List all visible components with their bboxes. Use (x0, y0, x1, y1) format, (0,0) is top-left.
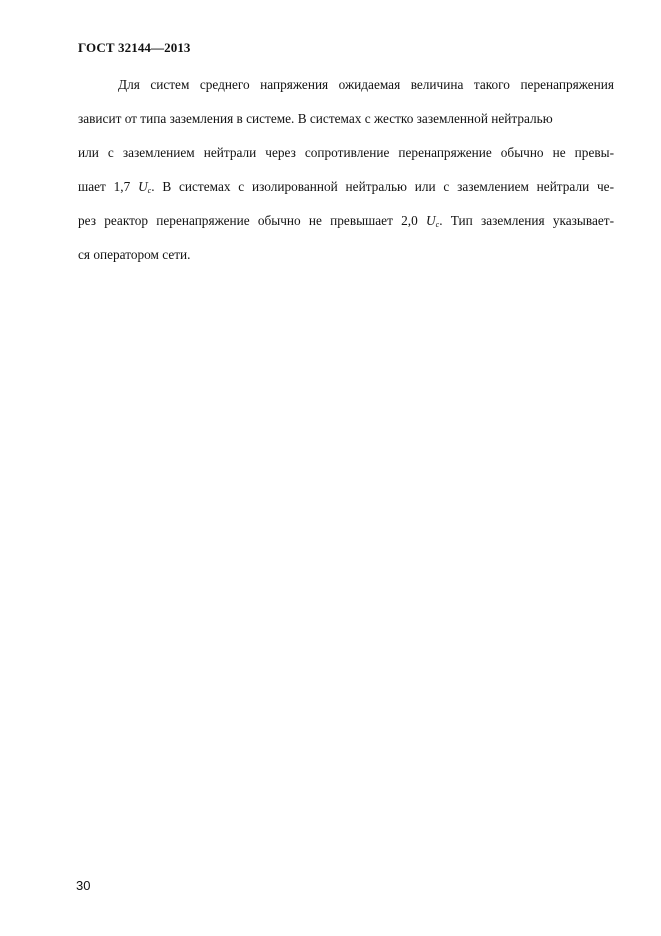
body-paragraph (78, 68, 614, 272)
voltage-symbol-subscript-2: c (435, 220, 440, 229)
line-4-text-after: . В системах с изолированной нейтралью или с заземлением нейтрали че- (151, 179, 615, 194)
voltage-symbol-main: U (138, 179, 148, 194)
line-5-text-after: . Тип заземления указывает- (439, 213, 615, 228)
voltage-symbol-subscript: c (147, 186, 152, 195)
paragraph-line-6: ся оператором сети. (78, 247, 191, 262)
voltage-symbol-main-2: U (426, 213, 436, 228)
page-number: 30 (76, 878, 91, 893)
voltage-symbol-uc-2 (426, 213, 439, 228)
paragraph-line-2: зависит от типа заземления в системе. В системах с жестко заземленной нейтралью (78, 111, 553, 126)
line-4-text-before: шает 1,7 (78, 179, 131, 194)
paragraph-line-5 (78, 204, 614, 238)
paragraph-line-1: Для систем среднего напряжения ожидаемая величина такого перенапряжения (118, 77, 614, 92)
paragraph-line-3: или с заземлением нейтрали через сопротивление перенапряжение обычно не превы- (78, 145, 614, 160)
document-header: ГОСТ 32144—2013 (78, 40, 191, 55)
voltage-symbol-uc (138, 179, 151, 194)
line-5-text-before: рез реактор перенапряжение обычно не превышает 2,0 (78, 213, 418, 228)
paragraph-line-4 (78, 170, 614, 204)
